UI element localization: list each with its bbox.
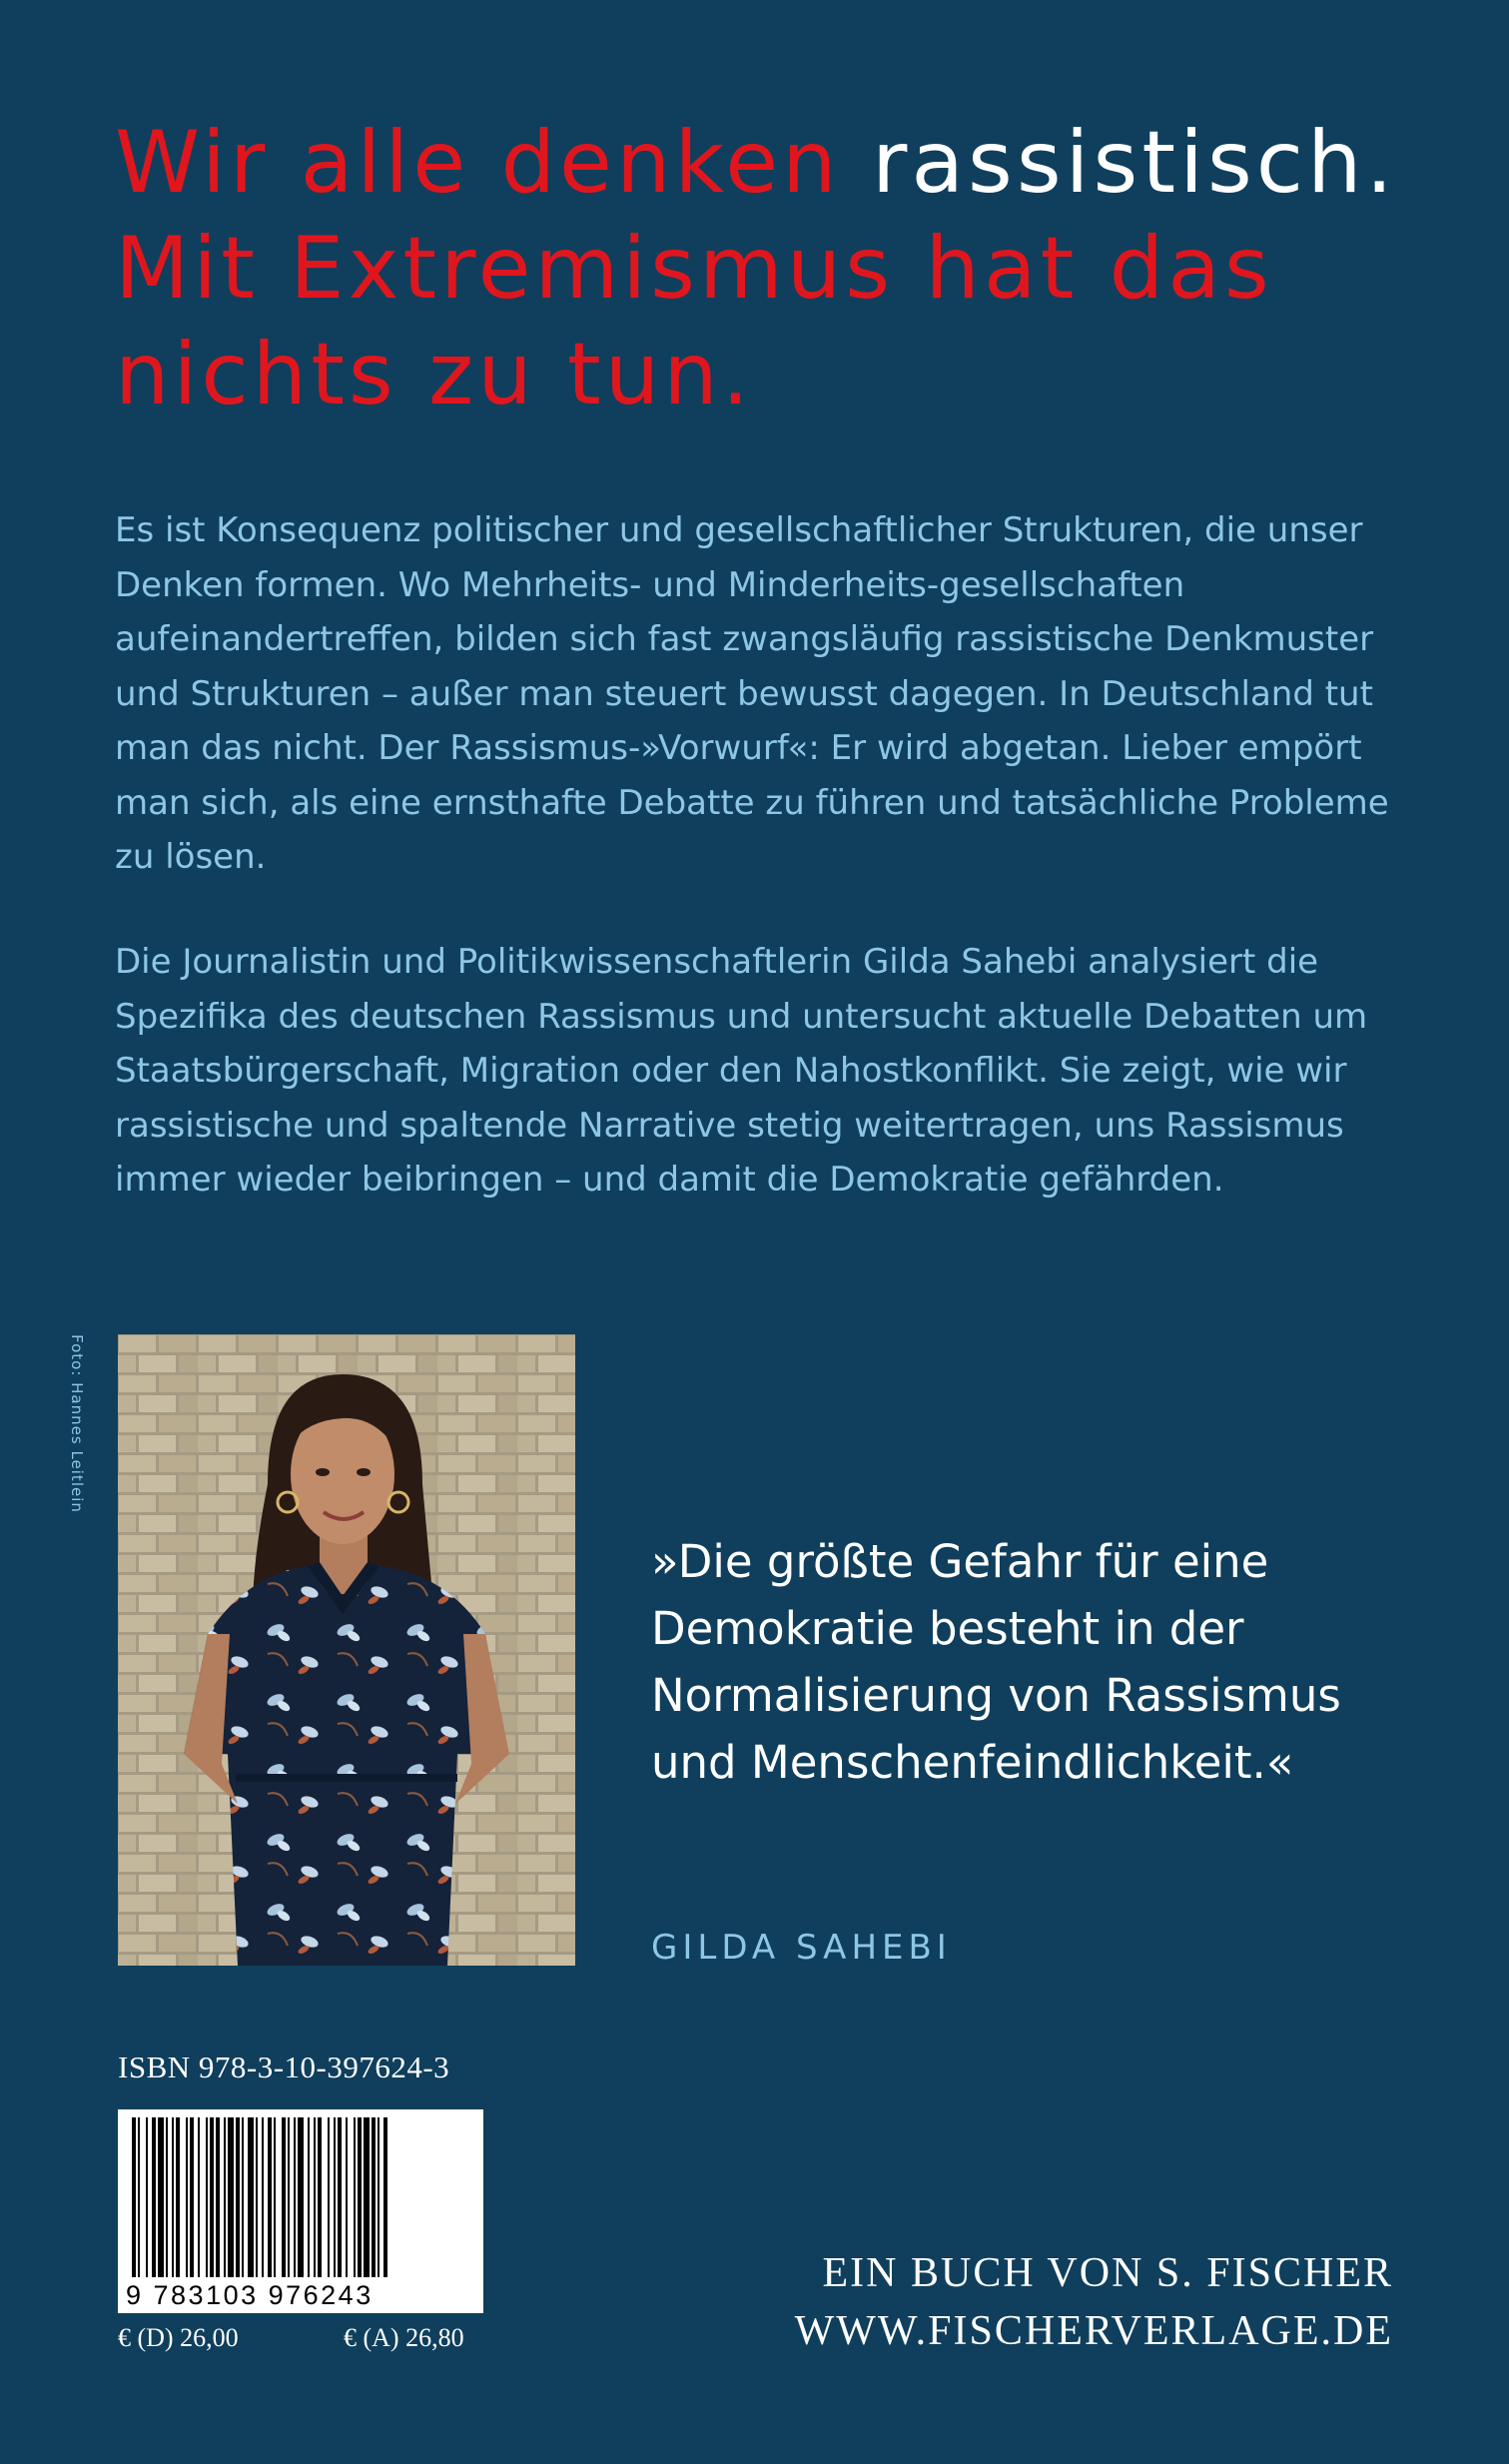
publisher-line: EIN BUCH VON S. FISCHER xyxy=(822,2250,1393,2296)
barcode-bar xyxy=(190,2117,194,2277)
isbn-label: ISBN 978-3-10-397624-3 xyxy=(118,2050,450,2084)
description-paragraph-1: Es ist Konsequenz politischer und gesellschaftlicher Strukturen, die unser Denken formen. Wo Mehrheits- und Minderheits-gesellschaften aufeinandertreffen, bilden sich fast zwangsläufig rassistische Denkmuster und Strukturen – außer man steuert bewusst dagegen. In Deutschland tut man das nicht. Der Rassismus-»Vorwurf«: Er wird abgetan. Lieber empört man sich, als eine ernsthafte Debatte zu führen und tatsächliche Probleme zu lösen. xyxy=(115,510,1389,877)
barcode-bar xyxy=(152,2117,156,2277)
barcode-bar xyxy=(146,2117,148,2277)
barcode-bar xyxy=(372,2117,376,2277)
barcode-bar xyxy=(288,2117,290,2277)
barcode-bar xyxy=(132,2117,136,2277)
barcode xyxy=(118,2109,483,2313)
barcode-bar xyxy=(338,2117,342,2277)
barcode-bar xyxy=(242,2117,244,2277)
photo-credit: Foto: Hannes Leitlein xyxy=(68,1334,86,1513)
barcode-bar xyxy=(358,2117,362,2277)
barcode-bar xyxy=(328,2117,330,2277)
barcode-bar xyxy=(294,2117,296,2277)
barcode-bar xyxy=(206,2117,208,2277)
barcode-bar xyxy=(198,2117,200,2277)
headline xyxy=(115,110,1453,427)
barcode-bar xyxy=(210,2117,214,2277)
barcode-digits: 9 783103 976243 xyxy=(126,2279,475,2311)
barcode-bar xyxy=(274,2117,276,2277)
barcode-bars xyxy=(118,2109,483,2279)
barcode-bar xyxy=(314,2117,316,2277)
price-austria: € (A) 26,80 xyxy=(344,2323,464,2352)
barcode-bar xyxy=(354,2117,356,2277)
barcode-bar xyxy=(228,2117,234,2277)
barcode-bar xyxy=(334,2117,336,2277)
barcode-bar xyxy=(282,2117,286,2277)
description-paragraph-2: Die Journalistin und Politikwissenschaftlerin Gilda Sahebi analysiert die Spezifika des deutschen Rassismus und untersucht aktuelle Debatten um Staatsbürgerschaft, Migration oder den Nahostkonflikt. Sie zeigt, wie wir rassistische und spaltende Narrative stetig weitertragen, uns Rassismus immer wieder beibringen – und damit die Demokratie gefährden. xyxy=(115,942,1368,1200)
barcode-bar xyxy=(346,2117,348,2277)
headline-white-part: rassistisch. xyxy=(871,113,1397,213)
author-photo-illustration xyxy=(118,1334,575,1966)
headline-red-part-1: Wir alle denken xyxy=(115,113,841,213)
price-germany: € (D) 26,00 xyxy=(118,2323,239,2352)
quote-text: »Die größte Gefahr für eine Demokratie besteht in der Normalisierung von Rassismus und Menschenfeindlichkeit.« xyxy=(651,1535,1341,1789)
barcode-bar xyxy=(308,2117,310,2277)
barcode-bar xyxy=(138,2117,140,2277)
barcode-bar xyxy=(268,2117,272,2277)
barcode-bar xyxy=(158,2117,164,2277)
barcode-bar xyxy=(383,2117,387,2277)
author-photo xyxy=(118,1334,575,1966)
barcode-bar xyxy=(248,2117,254,2277)
barcode-bar xyxy=(318,2117,322,2277)
barcode-bar xyxy=(172,2117,174,2277)
barcode-bar xyxy=(224,2117,226,2277)
barcode-bar xyxy=(166,2117,168,2277)
publisher-url: WWW.FISCHERVERLAGE.DE xyxy=(794,2308,1393,2354)
quote-author: GILDA SAHEBI xyxy=(651,1928,952,1968)
barcode-bar xyxy=(256,2117,258,2277)
barcode-bar xyxy=(377,2117,379,2277)
barcode-bar xyxy=(298,2117,304,2277)
barcode-bar xyxy=(176,2117,180,2277)
barcode-bar xyxy=(262,2117,264,2277)
barcode-bar xyxy=(364,2117,370,2277)
headline-red-part-2: Mit Extremismus hat das nichts zu tun. xyxy=(115,219,1273,424)
barcode-bar xyxy=(216,2117,220,2277)
barcode-bar xyxy=(186,2117,188,2277)
barcode-bar xyxy=(236,2117,240,2277)
